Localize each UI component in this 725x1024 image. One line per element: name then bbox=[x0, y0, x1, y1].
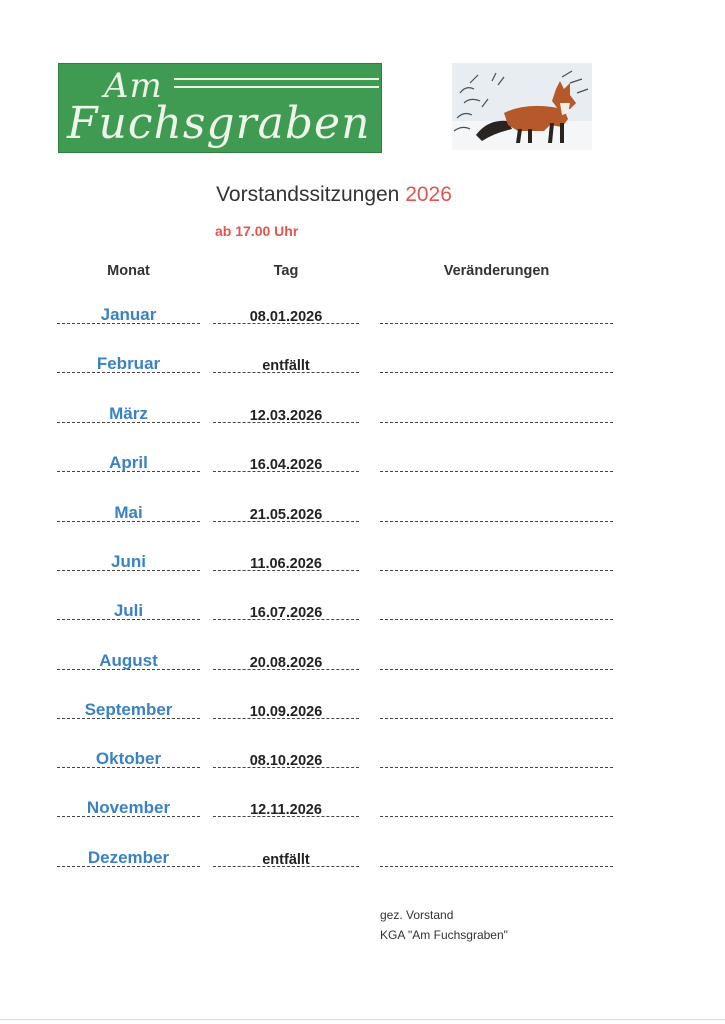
month-cell: November bbox=[57, 800, 200, 817]
changes-cell bbox=[380, 751, 613, 768]
title-year: 2026 bbox=[405, 183, 452, 206]
date-cell: 10.09.2026 bbox=[213, 702, 359, 719]
table-row bbox=[0, 356, 725, 405]
month-cell: Mai bbox=[57, 505, 200, 522]
logo-line-am: Am bbox=[104, 66, 163, 106]
date-cell: 08.01.2026 bbox=[213, 307, 359, 324]
date-cell: 08.10.2026 bbox=[213, 751, 359, 768]
table-row bbox=[0, 800, 725, 849]
date-cell: entfällt bbox=[213, 356, 359, 373]
month-cell: März bbox=[57, 406, 200, 423]
column-header-day: Tag bbox=[273, 263, 299, 279]
date-cell: 16.07.2026 bbox=[213, 603, 359, 620]
title-text: Vorstandssitzungen bbox=[216, 183, 400, 206]
signature-line-1: gez. Vorstand bbox=[380, 908, 454, 922]
table-row bbox=[0, 554, 725, 603]
changes-cell bbox=[380, 505, 613, 522]
table-row bbox=[0, 505, 725, 554]
date-cell: 12.11.2026 bbox=[213, 800, 359, 817]
logo-rule-bottom bbox=[174, 86, 379, 88]
date-cell: 21.05.2026 bbox=[213, 505, 359, 522]
month-cell: Juli bbox=[57, 603, 200, 620]
table-row bbox=[0, 603, 725, 652]
page-edge bbox=[0, 1019, 725, 1020]
column-header-changes: Veränderungen bbox=[443, 263, 550, 279]
changes-cell bbox=[380, 702, 613, 719]
table-row bbox=[0, 702, 725, 751]
table-row bbox=[0, 751, 725, 800]
changes-cell bbox=[380, 455, 613, 472]
table-row bbox=[0, 406, 725, 455]
changes-cell bbox=[380, 850, 613, 867]
month-cell: April bbox=[57, 455, 200, 472]
fox-image bbox=[452, 63, 592, 150]
changes-cell bbox=[380, 653, 613, 670]
date-cell: 12.03.2026 bbox=[213, 406, 359, 423]
changes-cell bbox=[380, 356, 613, 373]
page-title bbox=[0, 183, 668, 207]
time-note: ab 17.00 Uhr bbox=[215, 223, 299, 239]
logo-am-fuchsgraben bbox=[58, 63, 382, 153]
month-cell: September bbox=[57, 702, 200, 719]
column-header-month: Monat bbox=[107, 263, 150, 279]
date-cell: 11.06.2026 bbox=[213, 554, 359, 571]
date-cell: 16.04.2026 bbox=[213, 455, 359, 472]
changes-cell bbox=[380, 603, 613, 620]
changes-cell bbox=[380, 554, 613, 571]
month-cell: Februar bbox=[57, 356, 200, 373]
month-cell: Juni bbox=[57, 554, 200, 571]
table-row bbox=[0, 307, 725, 356]
logo-rule-top bbox=[174, 78, 379, 80]
logo-line-fuchsgraben: Fuchsgraben bbox=[67, 98, 371, 149]
date-cell: entfällt bbox=[213, 850, 359, 867]
date-cell: 20.08.2026 bbox=[213, 653, 359, 670]
month-cell: Dezember bbox=[57, 850, 200, 867]
table-row bbox=[0, 850, 725, 899]
changes-cell bbox=[380, 307, 613, 324]
month-cell: August bbox=[57, 653, 200, 670]
signature-line-2: KGA "Am Fuchsgraben" bbox=[380, 928, 508, 942]
changes-cell bbox=[380, 406, 613, 423]
table-row bbox=[0, 653, 725, 702]
table-row bbox=[0, 455, 725, 504]
changes-cell bbox=[380, 800, 613, 817]
month-cell: Oktober bbox=[57, 751, 200, 768]
month-cell: Januar bbox=[57, 307, 200, 324]
